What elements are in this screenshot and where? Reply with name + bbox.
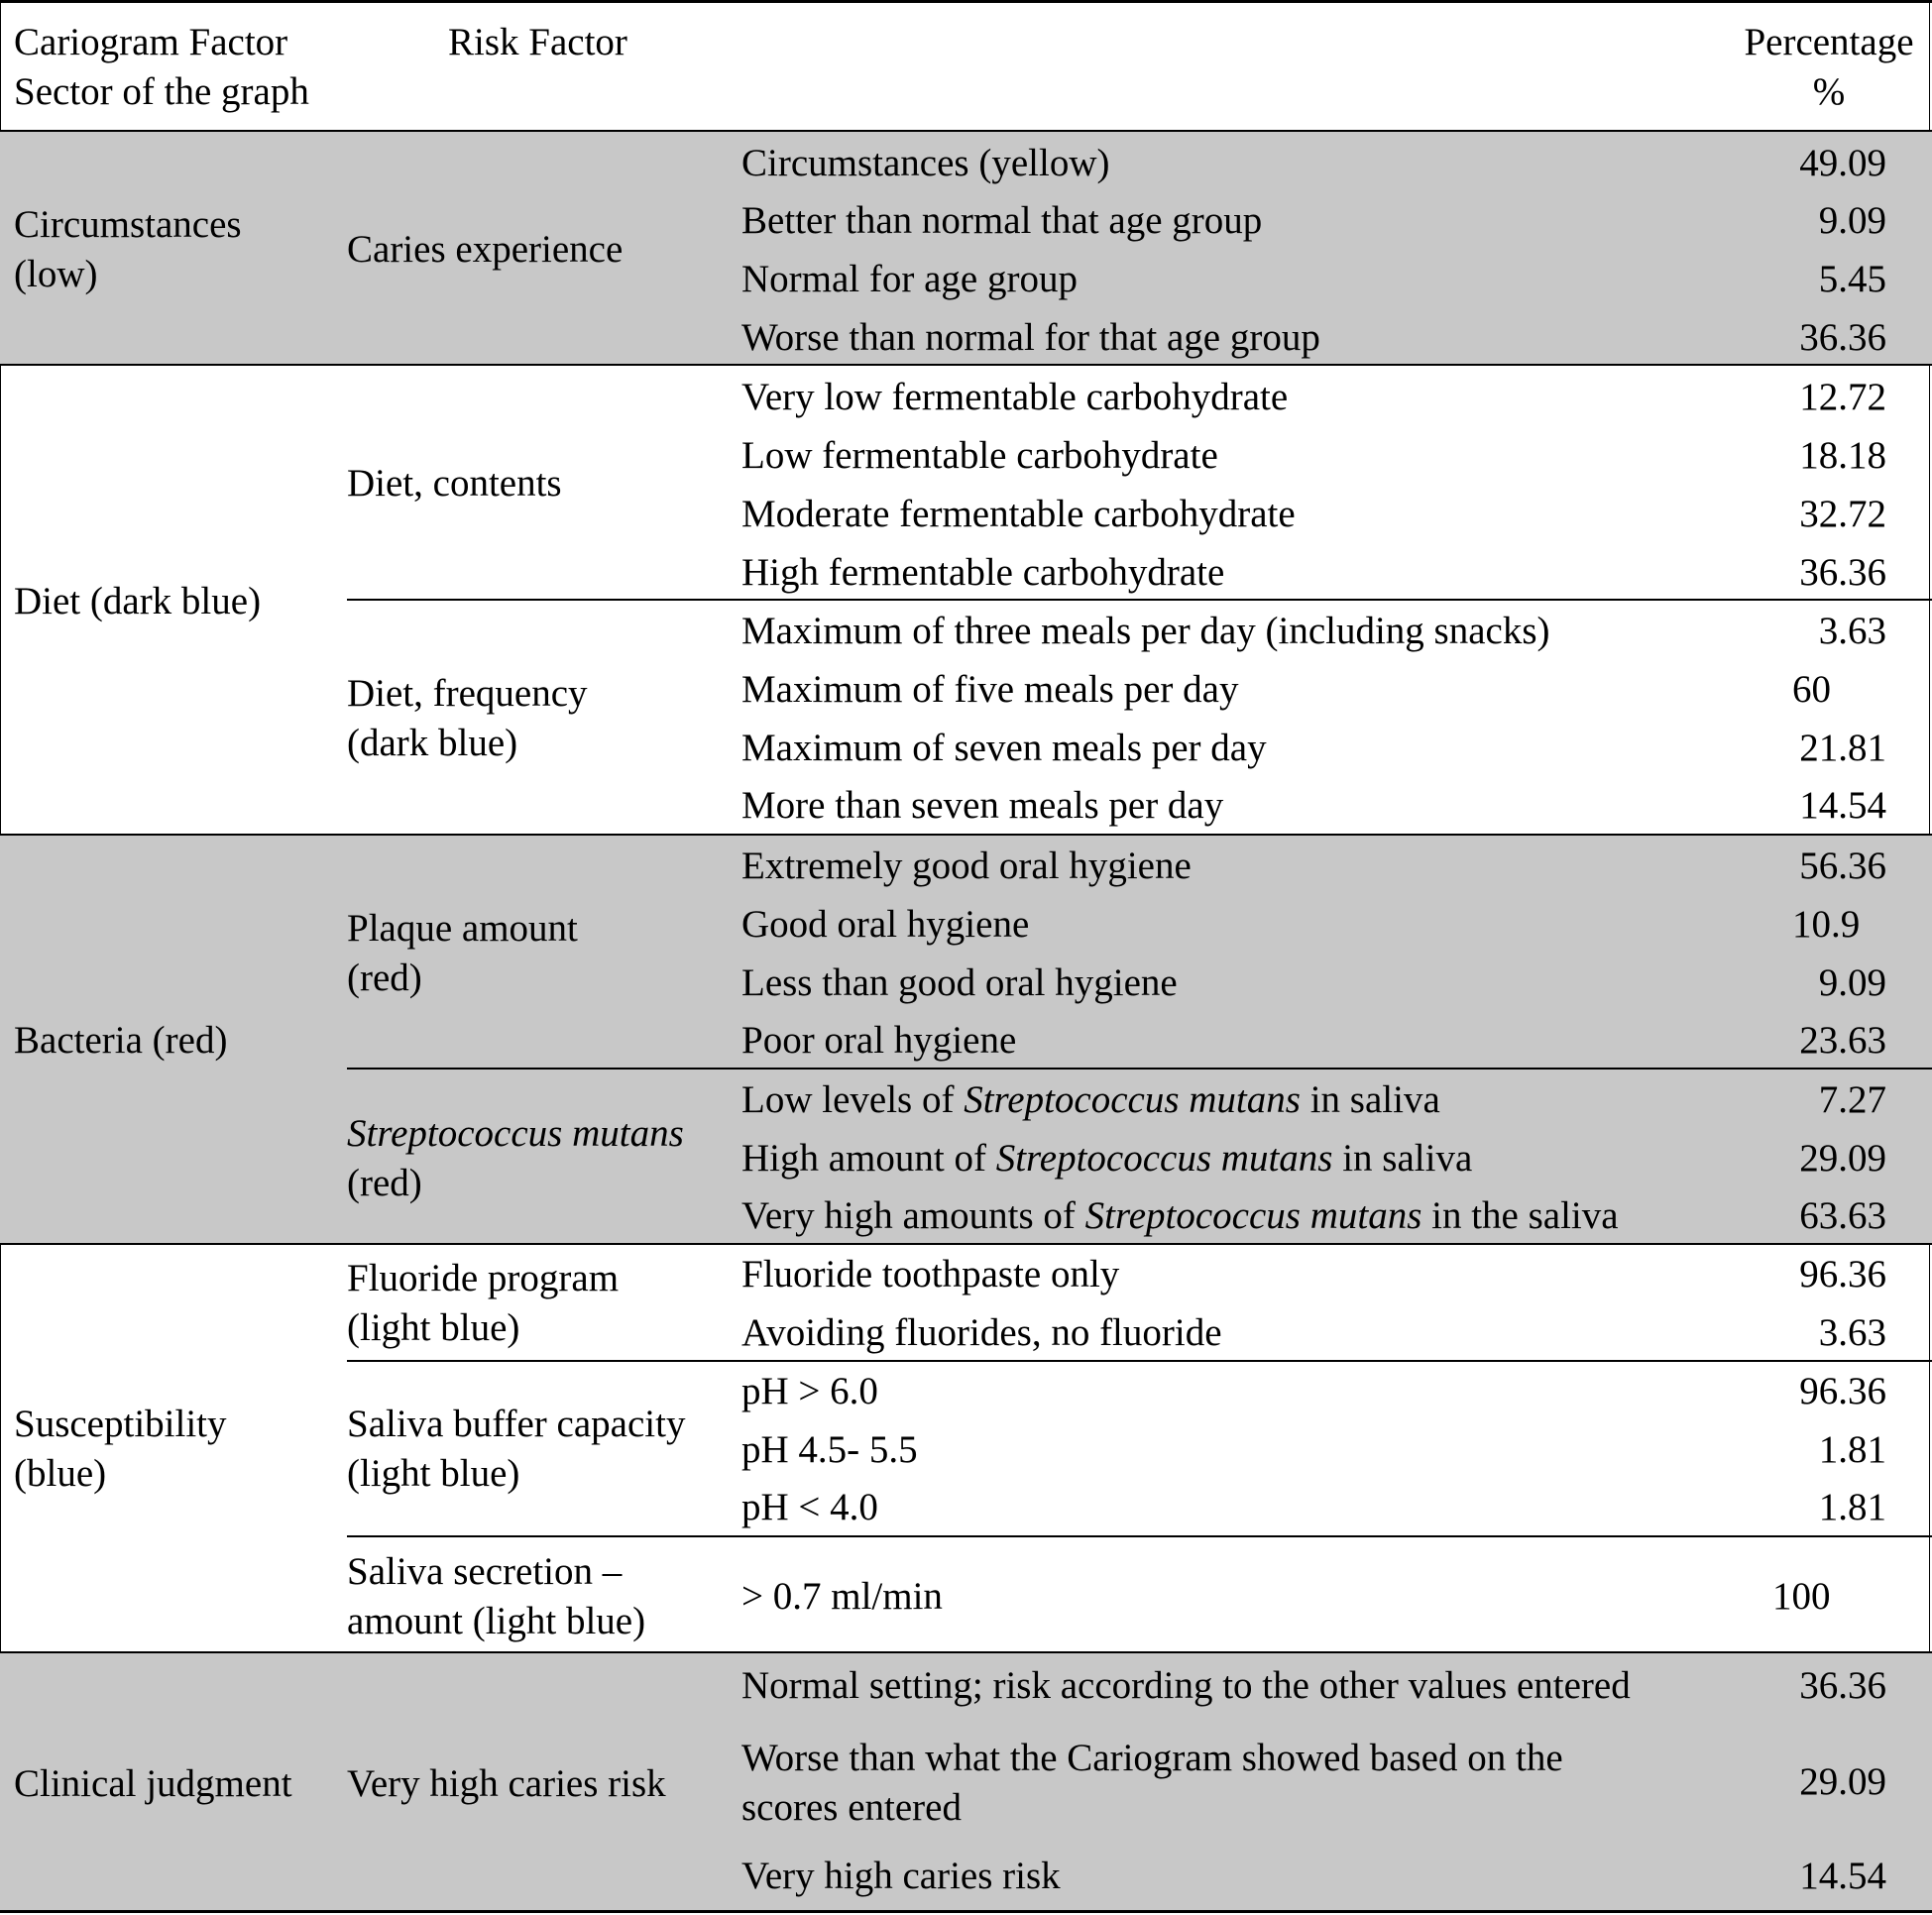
rule-header [0,130,1932,132]
row-label: Circumstances (yellow) [741,142,1110,184]
rule-susc-sub2 [347,1535,1932,1537]
row-value: 49.09 [1799,142,1886,184]
row-label: Poor oral hygiene [741,1019,1017,1062]
row-value: 36.36 [1799,551,1886,594]
species-name: Streptococcus mutans [1084,1194,1422,1237]
row-value: 12.72 [1799,376,1886,418]
label-post: in the saliva [1421,1194,1619,1237]
row-value: 14.54 [1799,1855,1886,1897]
row-label: Maximum of seven meals per day [741,727,1267,769]
row-label: Low fermentable carbohydrate [741,434,1218,477]
factor-circumstances-line1: Circumstances [14,203,242,246]
row-label: Extremely good oral hygiene [741,845,1192,887]
row-label [741,1075,1440,1125]
risk-plaque-line2: (red) [347,957,422,999]
factor-circumstances-line2: (low) [14,253,98,295]
risk-diet-frequency-line2: (dark blue) [347,722,518,764]
row-label-line1: Worse than what the Cariogram showed based on the [741,1737,1563,1779]
row-label: Maximum of three meals per day (including snacks) [741,610,1550,652]
factor-susceptibility-line1: Susceptibility [14,1403,227,1445]
row-value: 36.36 [1799,1664,1886,1707]
risk-diet-contents: Diet, contents [347,462,562,505]
row-label: Normal setting; risk according to the other values entered [741,1664,1631,1707]
label-pre: High amount of [741,1137,996,1180]
risk-streptococcus-line1 [347,1109,684,1159]
row-value: 1.81 [1818,1486,1886,1528]
row-label: Very high caries risk [741,1855,1061,1897]
risk-streptococcus-line2: (red) [347,1162,422,1204]
rule-bottom [0,1910,1932,1913]
row-label: Maximum of five meals per day [741,668,1239,711]
row-label: pH < 4.0 [741,1486,878,1528]
risk-plaque-line1: Plaque amount [347,907,578,950]
row-label: Worse than normal for that age group [741,316,1320,359]
risk-buffer-line2: (light blue) [347,1452,520,1495]
risk-secretion-line1: Saliva secretion – [347,1550,623,1593]
row-label: pH > 6.0 [741,1370,878,1412]
row-value: 10.9 [1792,903,1861,946]
row-value: 3.63 [1818,610,1886,652]
label-post: in saliva [1332,1137,1473,1180]
risk-very-high: Very high caries risk [347,1762,666,1805]
header-col4-line2: % [1812,70,1846,113]
row-value: 60 [1792,668,1831,711]
row-value: 29.09 [1799,1760,1886,1803]
row-value: 5.45 [1818,258,1886,300]
rule-susc-sub1 [347,1360,1932,1362]
rule-susceptibility [0,1243,1932,1245]
label-post: in saliva [1300,1078,1440,1121]
row-label: Normal for age group [741,258,1078,300]
risk-diet-frequency-line1: Diet, frequency [347,672,588,715]
rule-bacteria-sub [347,1068,1932,1070]
factor-bacteria: Bacteria (red) [14,1019,228,1062]
row-value: 36.36 [1799,316,1886,359]
row-label: pH 4.5- 5.5 [741,1428,918,1471]
header-col1-line2: Sector of the graph [14,70,309,113]
row-label [741,1191,1619,1241]
row-label: Avoiding fluorides, no fluoride [741,1311,1222,1354]
row-value: 9.09 [1818,961,1886,1004]
header-col2: Risk Factor [448,21,627,63]
row-label: High fermentable carbohydrate [741,551,1225,594]
factor-clinical: Clinical judgment [14,1762,292,1805]
row-value: 1.81 [1818,1428,1886,1471]
row-label [741,1134,1472,1183]
row-value: 100 [1772,1575,1831,1618]
row-value: 3.63 [1818,1311,1886,1354]
row-label: Moderate fermentable carbohydrate [741,493,1296,535]
rule-clinical [0,1651,1932,1653]
row-value: 9.09 [1818,199,1886,242]
label-pre: Low levels of [741,1078,965,1121]
row-label: > 0.7 ml/min [741,1575,943,1618]
rule-top [0,0,1932,3]
species-name: Streptococcus mutans [347,1112,684,1155]
header-col4-line1: Percentage [1744,21,1914,63]
risk-secretion-line2: amount (light blue) [347,1600,646,1642]
species-name: Streptococcus mutans [964,1078,1301,1121]
row-label: Fluoride toothpaste only [741,1253,1120,1295]
row-value: 29.09 [1799,1137,1886,1180]
risk-buffer-line1: Saliva buffer capacity [347,1403,686,1445]
row-value: 96.36 [1799,1253,1886,1295]
row-label: Less than good oral hygiene [741,961,1178,1004]
risk-caries-experience: Caries experience [347,228,624,271]
label-pre: Very high amounts of [741,1194,1085,1237]
factor-diet: Diet (dark blue) [14,580,262,622]
rule-bacteria [0,834,1932,836]
row-label: Good oral hygiene [741,903,1030,946]
row-label: Very low fermentable carbohydrate [741,376,1289,418]
row-value: 32.72 [1799,493,1886,535]
row-value: 21.81 [1799,727,1886,769]
row-label-line2: scores entered [741,1786,962,1829]
row-label: Better than normal that age group [741,199,1263,242]
row-value: 14.54 [1799,784,1886,827]
row-value: 96.36 [1799,1370,1886,1412]
row-value: 56.36 [1799,845,1886,887]
row-value: 18.18 [1799,434,1886,477]
risk-fluoride-line2: (light blue) [347,1306,520,1349]
header-col1-line1: Cariogram Factor [14,21,288,63]
risk-fluoride-line1: Fluoride program [347,1257,620,1299]
factor-susceptibility-line2: (blue) [14,1452,107,1495]
row-label: More than seven meals per day [741,784,1224,827]
rule-diet [0,364,1932,366]
species-name: Streptococcus mutans [995,1137,1333,1180]
row-value: 7.27 [1818,1078,1886,1121]
row-value: 23.63 [1799,1019,1886,1062]
row-value: 63.63 [1799,1194,1886,1237]
rule-diet-sub [347,599,1932,601]
